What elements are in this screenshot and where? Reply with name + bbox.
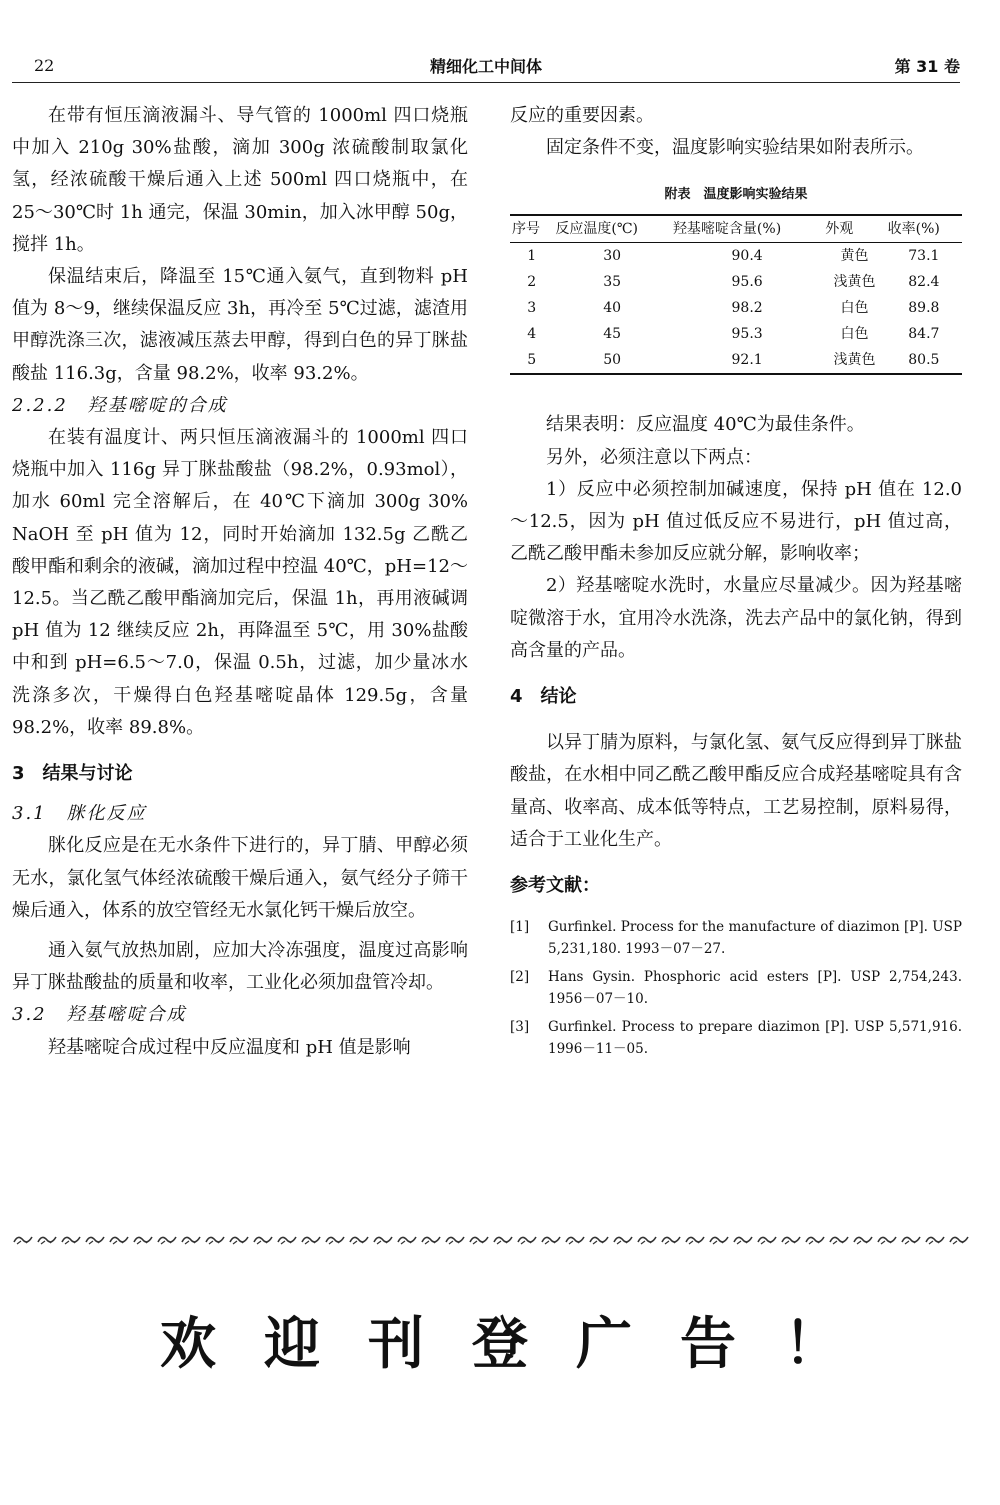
table-cell: 30 (603, 248, 622, 265)
table-cell: 黄色 (840, 248, 869, 265)
paragraph: 另外，必须注意以下两点： (546, 446, 762, 468)
table-cell: 40 (603, 300, 622, 317)
paragraph: 通入氨气放热加剧，应加大冷冻强度，温度过高影响异丁脒盐酸盐的质量和收率，工业化必须加盘管冷却。 (12, 940, 468, 994)
paragraph: 反应的重要因素。 (510, 105, 654, 126)
section-heading-3: 3 结果与讨论 (12, 763, 133, 785)
table-cell: 90.4 (731, 248, 763, 265)
table-cell: 浅黄色 (823, 347, 885, 374)
table-row (510, 321, 962, 347)
table-row (510, 295, 962, 321)
results-table (510, 214, 962, 375)
table-cell: 82.4 (908, 274, 940, 291)
table-cell: 89.8 (908, 300, 940, 317)
table-header: 反应温度(℃) (553, 215, 671, 243)
reference-item (510, 1016, 962, 1060)
running-header (12, 52, 960, 80)
table-cell: 45 (603, 326, 622, 343)
paragraph: 以异丁腈为原料，与氯化氢、氨气反应得到异丁脒盐酸盐，在水相中同乙酰乙酸甲酯反应合成羟基嘧啶具有含量高、收率高、成本低等特点，工艺易控制，原料易得，适合于工业化生产。 (510, 732, 962, 850)
paragraph: 保温结束后，降温至 15℃通入氨气，直到物料 pH 值为 8～9，继续保温反应 3h，再冷至 5℃过滤，滤渣用甲醇洗涤三次，滤液减压蒸去甲醇，得到白色的异丁脒盐酸盐 116.3g，含量 98.2%，收率 93.2%。 (12, 266, 468, 384)
table-cell: 5 (510, 347, 553, 374)
paragraph: 脒化反应是在无水条件下进行的，异丁腈、甲醇必须无水，氯化氢气体经浓硫酸干燥后通入，氨气经分子筛干燥后通入，体系的放空管经无水氯化钙干燥后放空。 (12, 835, 468, 921)
section-heading-2-2-2: 2.2.2 羟基嘧啶的合成 (12, 394, 228, 416)
table-cell: 98.2 (731, 300, 763, 317)
right-column (510, 100, 962, 1066)
paragraph: 在装有温度计、两只恒压滴液漏斗的 1000ml 四口烧瓶中加入 116g 异丁脒盐酸盐（98.2%，0.93mol），加水 60ml 完全溶解后，在 40℃下滴加 300g 30% NaOH 至 pH 值为 12，同时开始滴加 132.5g 乙酰乙酸甲酯和剩余的液碱，滴加过程中控温 40℃，pH=12～12.5。当乙酰乙酸甲酯滴加完后，保温 1h，再用液碱调 pH 值为 12 继续反应 2h，再降温至 5℃，用 30%盐酸中和到 pH=6.5～7.0，保温 0.5h，过滤，加少量冰水洗涤多次，干燥得白色羟基嘧啶晶体 129.5g，含量 98.2%，收率 89.8%。 (12, 427, 468, 738)
table-cell: 白色 (840, 300, 869, 317)
reference-text: Hans Gysin. Phosphoric acid esters [P]. USP 2,754,243. 1956－07－10. (548, 969, 962, 1008)
table-cell: 95.3 (731, 326, 763, 343)
table-row (510, 243, 962, 270)
section-heading-3-2: 3.2 羟基嘧啶合成 (12, 1004, 187, 1026)
table-row (510, 347, 962, 374)
reference-number: [1] (510, 919, 530, 936)
reference-number: [3] (510, 1019, 530, 1036)
table-cell: 4 (527, 326, 537, 343)
table-row (510, 269, 962, 295)
section-heading-4: 4 结论 (510, 686, 577, 708)
table-cell: 95.6 (731, 274, 763, 291)
reference-number: [2] (510, 969, 530, 986)
reference-text: Gurfinkel. Process for the manufacture of diazimon [P]. USP 5,231,180. 1993－07－27. (548, 919, 962, 958)
paragraph: 1）反应中必须控制加碱速度，保持 pH 值在 12.0～12.5，因为 pH 值过低反应不易进行，pH 值过高，乙酰乙酸甲酯未参加反应就分解，影响收率； (510, 478, 962, 565)
references-title: 参考文献： (510, 875, 600, 897)
table-cell: 84.7 (908, 326, 940, 343)
table-cell: 浅黄色 (833, 274, 876, 291)
advertisement-banner: 欢迎刊登广告！ (160, 1311, 888, 1377)
table-cell: 2 (527, 274, 537, 291)
paragraph: 羟基嘧啶合成过程中反应温度和 pH 值是影响 (48, 1036, 411, 1058)
volume-label: 第 31 卷 (894, 57, 960, 76)
table-header: 羟基嘧啶含量(%) (671, 215, 823, 243)
table-cell: 白色 (840, 326, 869, 343)
table-cell: 80.5 (886, 347, 962, 374)
section-heading-3-1: 3.1 脒化反应 (12, 803, 147, 825)
reference-item (510, 966, 962, 1010)
table-header: 序号 (510, 215, 553, 243)
reference-text: Gurfinkel. Process to prepare diazimon [P]. USP 5,571,916. 1996－11－05. (548, 1019, 962, 1058)
left-column (12, 100, 468, 1064)
paragraph: 2）羟基嘧啶水洗时，水量应尽量减少。因为羟基嘧啶微溶于水，宜用冷水洗涤，洗去产品中的氯化钠，得到高含量的产品。 (510, 575, 962, 661)
table-header: 收率(%) (886, 215, 962, 243)
decorative-border (12, 1230, 972, 1248)
table-cell: 73.1 (908, 248, 940, 265)
table-header: 外观 (823, 215, 885, 243)
paragraph: 在带有恒压滴液漏斗、导气管的 1000ml 四口烧瓶中加入 210g 30%盐酸，滴加 300g 浓硫酸制取氯化氢，经浓硫酸干燥后通入上述 500ml 四口烧瓶中，在 25～30℃时 1h 通完，保温 30min，加入冰甲醇 50g，搅拌 1h。 (12, 105, 468, 255)
table-cell: 1 (527, 248, 537, 265)
table-cell: 35 (603, 274, 622, 291)
paragraph: 结果表明：反应温度 40℃为最佳条件。 (546, 414, 865, 436)
table-cell: 92.1 (671, 347, 823, 374)
header-rule (12, 82, 960, 83)
table-cell: 50 (553, 347, 671, 374)
table-caption: 附表 温度影响实验结果 (664, 187, 808, 203)
journal-name: 精细化工中间体 (429, 57, 542, 76)
table-cell: 3 (527, 300, 537, 317)
reference-item (510, 916, 962, 960)
page-number: 22 (34, 56, 55, 75)
reference-list (510, 916, 962, 1060)
paragraph: 固定条件不变，温度影响实验结果如附表所示。 (546, 137, 924, 159)
